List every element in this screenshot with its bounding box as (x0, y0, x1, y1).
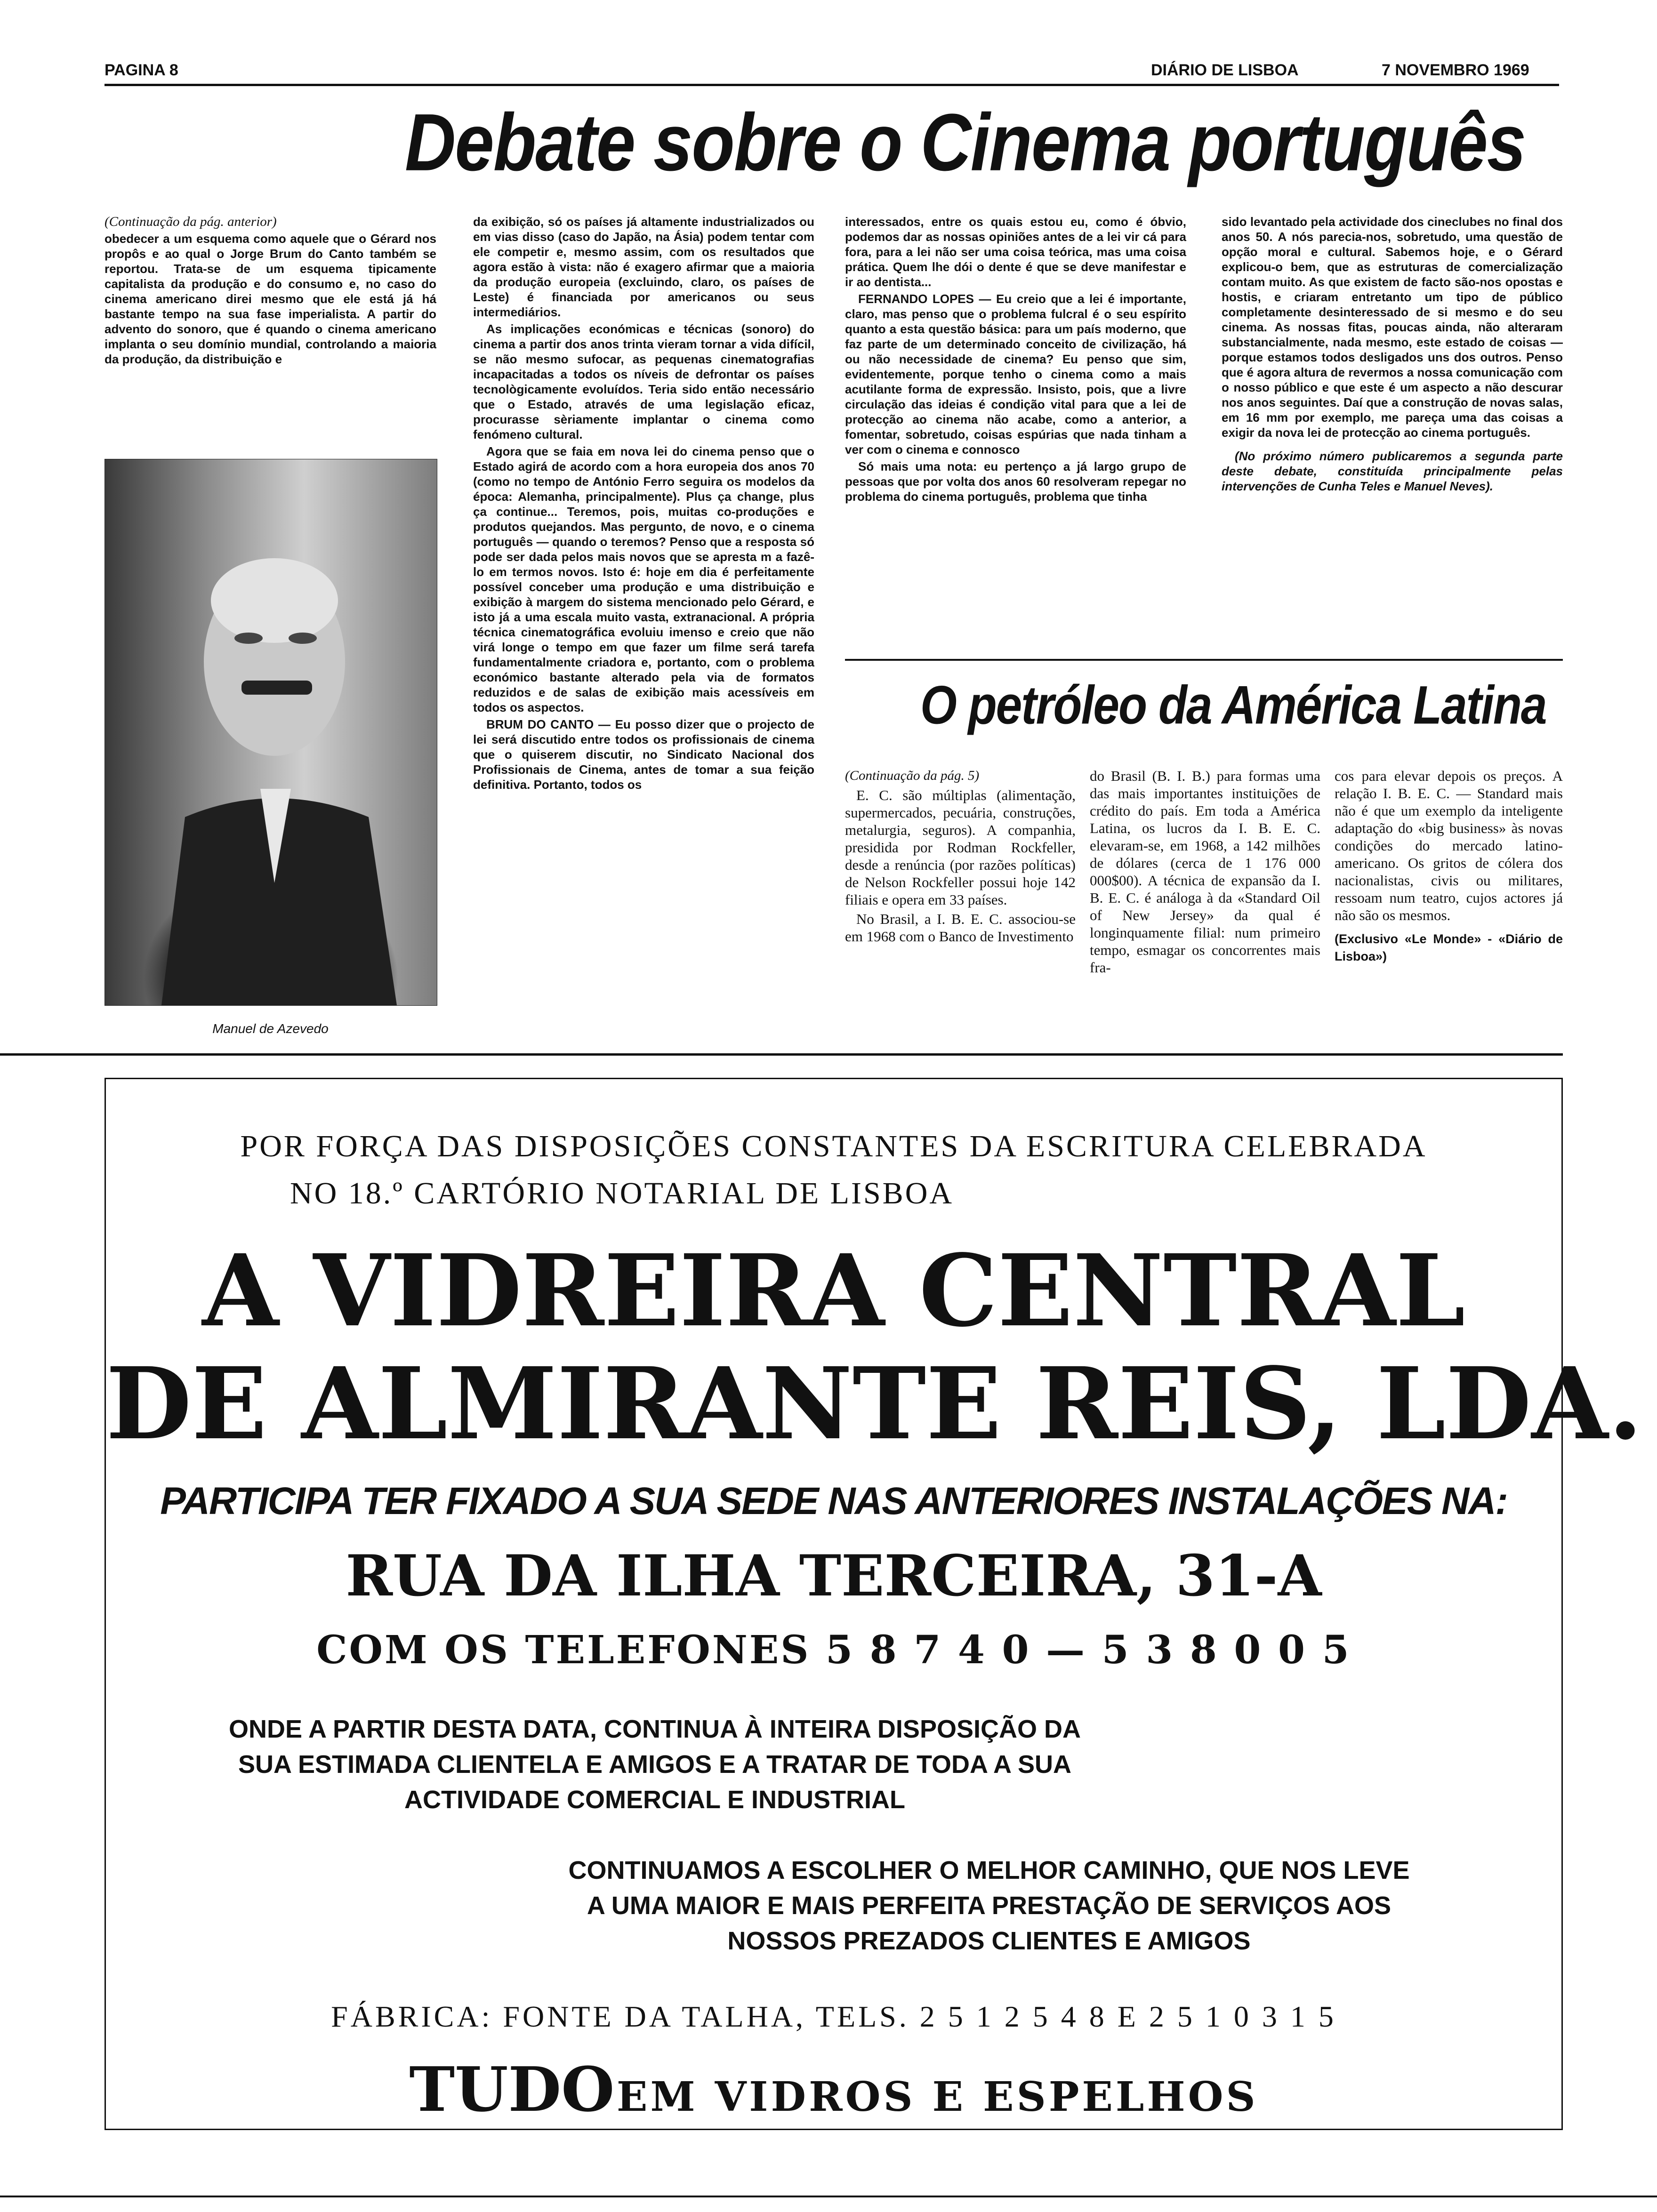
ad-cont-line2: A UMA MAIOR E MAIS PERFEITA PRESTAÇÃO DE SERVIÇOS AOS (587, 1891, 1392, 1920)
ad-intro-line1: POR FORÇA DAS DISPOSIÇÕES CONSTANTES DA ESCRITURA CELEBRADA (240, 1129, 1427, 1163)
continuation-note: (Continuação da pág. 5) (845, 768, 980, 783)
paragraph: do Brasil (B. I. B.) para formas uma das mais importantes instituições de crédito do país. Em toda a América Latina, os lucros da I. B. E. C. elevaram-se, em 1968, a 142 milhões de dólares (cerca de 1 176 000 000$00). A técnica de expansão da I. B. E. C. é análoga à da «Standard Oil of New Jersey» da qual é longinquamente filial: num primeiro tempo, esmagar os concorrentes mais fra- (1090, 768, 1320, 976)
paragraph: BRUM DO CANTO — Eu posso dizer que o projecto de lei será discutido entre todos os profissionais de cinema que o quiserem discutir, no Sindicato Nacional dos Profissionais de Cinema, antes de tomar a sua feição definitiva. Portanto, todos os (473, 717, 814, 792)
paragraph: da exibição, só os países já altamente industrializados ou em vias disso (caso do Japão, na Ásia) podem tentar com ele competir e, mesmo assim, com os resultados que agora estão à vista: não é exagero afirmar que a maioria da produção europeia (excluindo, claro, os países de Leste) é financiada por americanos ou seus intermediários. (473, 215, 814, 319)
paragraph: sido levantado pela actividade dos cineclubes no final dos anos 50. A nós parecia-nos, sobretudo, uma questão de opção moral e cultural. Sabemos hoje, e o Gérard explicou-o bem, que as estruturas de comercialização contam muito. As que existem de facto são-nos opostas e hostis, e criaram entretanto um tipo de público completamente desinteressado de si mesmo e do seu cinema. As nossas fitas, poucas ainda, não alteraram substancialmente, nada mesmo, este estado de coisas — porque estamos todos desligados uns dos outros. Penso que é agora altura de revermos a nossa comunicação com o nosso público e que este é um aspecto a não descurar nos anos seguintes. Daí que a construção de novas salas, em 16 mm por exemplo, me pareça uma das coisas a exigir da nova lei de protecção ao cinema português. (1222, 215, 1563, 440)
ad-company-line1: A VIDREIRA CENTRAL (202, 1233, 1465, 1349)
main-article-col3 (845, 214, 1186, 506)
article-credit: (Exclusivo «Le Monde» - «Diário de Lisboa») (1335, 932, 1563, 963)
second-article-col2 (1090, 767, 1320, 978)
photo-caption: Manuel de Azevedo (212, 1021, 329, 1036)
paragraph: No Brasil, a I. B. E. C. associou-se em 1968 com o Banco de Investimento (845, 911, 1076, 945)
main-article-col2 (473, 214, 814, 794)
next-issue-note: (No próximo número publicaremos a segunda parte deste debate, constituída principalmente pelas intervenções de Cunha Teles e Manuel Neves). (1222, 449, 1563, 493)
ad-tudo-word: TUDO (409, 2053, 615, 2125)
paragraph: interessados, entre os quais estou eu, como é óbvio, podemos dar as nossas opiniões antes de a lei vir cá para fora, para a lei não ser uma coisa teórica, mas uma coisa prática. Quem lhe dói o dente é que se deve manifestar e ir ao dentista... (845, 215, 1186, 289)
second-article-col3 (1335, 767, 1563, 967)
main-article-col1 (105, 214, 436, 369)
main-article-col4 (1222, 214, 1563, 496)
continuation-note: (Continuação da pág. anterior) (105, 214, 277, 229)
main-article-title: Debate sobre o Cinema português (405, 96, 1526, 188)
ad-cont-line3: NOSSOS PREZADOS CLIENTES E AMIGOS (727, 1927, 1251, 1955)
bottom-rule (0, 2196, 1657, 2197)
second-article-col1 (845, 767, 1076, 947)
ad-tagline (106, 2053, 1561, 2125)
ad-participa: PARTICIPA TER FIXADO A SUA SEDE NAS ANTERIORES INSTALAÇÕES NA: (160, 1480, 1507, 1523)
newspaper-name: DIÁRIO DE LISBOA (1151, 61, 1299, 79)
ad-intro-line2: NO 18.º CARTÓRIO NOTARIAL DE LISBOA (290, 1176, 954, 1210)
issue-date: 7 NOVEMBRO 1969 (1382, 61, 1529, 79)
paragraph: E. C. são múltiplas (alimentação, supermercados, pecuária, construções, metalurgia, seguros). A companhia, presidida por Rodman Rockfeller, desde a renúncia (por razões políticas) de Nelson Rockfeller possui hoje 142 filiais e opera em 33 países. (845, 787, 1076, 908)
ad-cont-line1: CONTINUAMOS A ESCOLHER O MELHOR CAMINHO, QUE NOS LEVE (568, 1856, 1410, 1884)
second-article-title: O petróleo da América Latina (920, 674, 1546, 736)
ad-phones: COM OS TELEFONES 5 8 7 4 0 — 5 3 8 0 0 5 (316, 1627, 1351, 1673)
paragraph: cos para elevar depois os preços. A relação I. B. E. C. — Standard mais não é que um exemplo da inteligente adaptação do «big business» às novas condições do mercado latino-americano. Os gritos de cólera dos nacionalistas, civis ou militares, ressoam num teatro, cujos actores já não são os mesmos. (1335, 768, 1563, 923)
ad-fabrica: FÁBRICA: FONTE DA TALHA, TELS. 2 5 1 2 5 4 8 E 2 5 1 0 3 1 5 (331, 2000, 1336, 2033)
paragraph: obedecer a um esquema como aquele que o Gérard nos propôs e ao qual o Jorge Brum do Canto também se reportou. Trata-se de um esquema tipicamente capitalista da produção e do consumo e, no caso do cinema americano direi mesmo que ele está já há bastante tempo na sua fase imperialista. A partir do advento do sonoro, que é quando o cinema americano implanta o seu domínio mundial, controlando a maioria da produção, da distribuição e (105, 232, 436, 366)
advertisement-box (105, 1078, 1643, 2130)
portrait-photo (105, 459, 437, 1006)
page-rule (0, 1053, 1563, 1056)
paragraph: As implicações económicas e técnicas (sonoro) do cinema a partir dos anos trinta vieram tornar a vida difícil, se não mesmo sufocar, as pequenas cinematografias incapacitadas a todos os níveis de defrontar os países tecnològicamente evoluídos. Teria sido então necessário que o Estado, através de uma legislação eficaz, procurasse sèriamente implantar o cinema como fenómeno cultural. (473, 322, 814, 441)
ad-onde-line1: ONDE A PARTIR DESTA DATA, CONTINUA À INTEIRA DISPOSIÇÃO DA (228, 1715, 1081, 1743)
ad-onde-line3: ACTIVIDADE COMERCIAL E INDUSTRIAL (404, 1786, 906, 1814)
ad-tagline-rest: EM VIDROS E ESPELHOS (616, 2073, 1258, 2121)
paragraph: Agora que se faia em nova lei do cinema penso que o Estado agirá de acordo com a hora europeia dos anos 70 (como no tempo de António Ferro seguira os modelos da época: Alemanha, principalmente). Plus ça change, plus ça continue... Teremos, pois, muitas co-produções e produtos quejandos. Mas pergunto, de novo, e o cinema português — quando o teremos? Penso que a resposta só pode ser dada pelos mais novos que se apresta m a fazê-lo em termos novos. Isto é: hoje em dia é perfeitamente possível conceber uma produção e uma distribuição e exibição à margem do sistema mencionado pelo Gérard, e isto já a uma escala muito vasta, extranacional. A própria técnica cinematográfica evoluiu imenso e creio que não virá longe o tempo em que fazer um filme será tarefa fundamentalmente criadora e, portanto, com o problema económico bastante alterado pela via de formatos reduzidos e de salas de exibição mais acessíveis em todos os aspectos. (473, 444, 814, 714)
ad-address: RUA DA ILHA TERCEIRA, 31-A (346, 1543, 1322, 1609)
paragraph: FERNANDO LOPES — Eu creio que a lei é importante, claro, mas penso que o problema fulcral é o seu espírito quanto a esta questão básica: para um país moderno, que faz parte de um determinado conceito de civilização, há ou não necessidade de cinema? Eu penso que sim, evidentemente, porque tenho o cinema como a mais acutilante forma de expressão. Insisto, pois, que a livre circulação das ideias é condição vital para que a lei de protecção ao cinema não acabe, como a anterior, a fomentar, sobretudo, coisas espúrias que nada tinham a ver com o cinema e connosco (845, 292, 1186, 457)
portrait-illustration (105, 459, 437, 1005)
page-number: PAGINA 8 (105, 61, 178, 79)
ad-company-line2: DE ALMIRANTE REIS, LDA. (106, 1346, 1643, 1462)
paragraph: Só mais uma nota: eu pertenço a já largo grupo de pessoas que por volta dos anos 60 resolveram repegar no problema do cinema português, problema que tinha (845, 459, 1186, 504)
ad-onde-line2: SUA ESTIMADA CLIENTELA E AMIGOS E A TRATAR DE TODA A SUA (238, 1750, 1071, 1779)
section-rule (845, 659, 1563, 661)
header-rule (105, 84, 1559, 86)
